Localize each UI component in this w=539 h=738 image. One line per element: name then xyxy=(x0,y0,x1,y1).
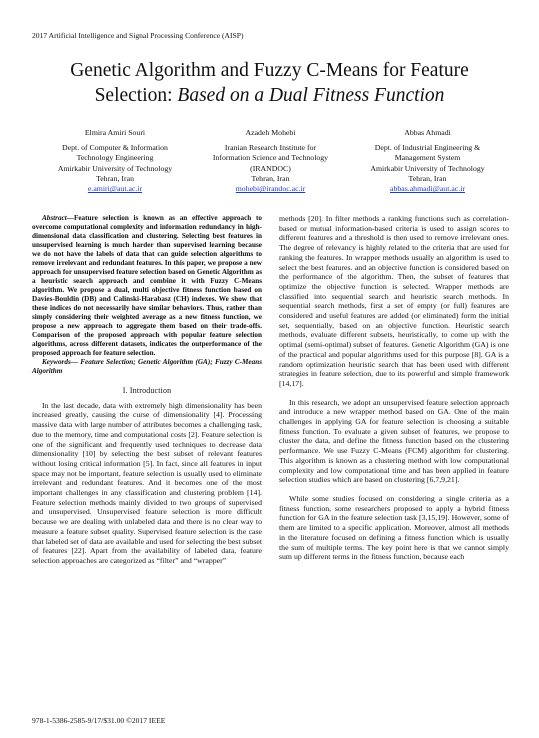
title-line-2 xyxy=(0,83,539,108)
paper-title xyxy=(0,58,539,108)
author-3 xyxy=(350,128,505,194)
paragraph: While some studies focused on considering a single criteria as a fitness function, some researchers proposed to apply a hybrid fitness function for GA in the feature selection task [3,15,19]. However, some of them are limited to a specific application. Moreover, almost all methods in the literature focused on defining a fitness function which is usually the sum of multiple terms. The key point here is that we cannot simply sum up different terms in the fitness function, because each xyxy=(279,493,509,562)
paragraph: In this research, we adopt an unsupervised feature selection approach and introduce a new wrapper method based on GA. One of the main challenges in applying GA for feature selection is choosing a suitable fitness function. To evaluate a given subset of features, we propose to cluster the data, and define the fitness function based on the clustering performance. We use Fuzzy C-Means (FCM) algorithm for clustering. This algorithm is known as a clustering method with low computational complexity and low computational time and has been applied in feature selection studies which are based on clustering [6,7,9,21]. xyxy=(279,397,509,485)
conference-header: 2017 Artificial Intelligence and Signal Processing Conference (AISP) xyxy=(32,31,244,40)
affiliation-line: Information Science and Technology xyxy=(212,153,329,163)
author-name: Abbas Ahmadi xyxy=(404,128,451,137)
keywords xyxy=(32,358,262,376)
author-name: Azadeh Mohebi xyxy=(245,128,296,137)
affiliation-line: Dept. of Computer & Information xyxy=(62,143,168,153)
author-email-link[interactable]: abbas.ahmadi@aut.ac.ir xyxy=(390,184,465,194)
affiliation-line: Amirkabir University of Technology xyxy=(57,163,173,173)
section-heading-introduction: I. Introduction xyxy=(122,386,172,395)
author-name: Elmira Amiri Souri xyxy=(84,128,146,137)
title-line-1: Genetic Algorithm and Fuzzy C-Means for Feature xyxy=(70,60,469,81)
right-column xyxy=(279,214,509,562)
abstract-text: —Feature selection is known as an effective approach to overcome computational complexity and information redundancy in high-dimensional data classification and clustering. Selecting best features in unsupervised learning is much harder than supervised learning because we do not have the labels of data that can guide selection algorithms to remove irrelevant and redundant features. In this paper, we propose a new approach for unsupervised feature selection based on Genetic Algorithm as a heuristic search approach and combine it with Fuzzy C-Means algorithm. We propose a dual, multi objective fitness function based on Davies-Bouldin (DB) and Calinski-Harabasz (CH) indexes. We show that these indices do not necessarily have similar behaviors. Thus, rather than simply considering their weighted average as a new fitness function, we propose a new approach to aggregate them based on their trade-offs. Comparison of the proposed approach with popular feature selection algorithms, across different datasets, indicates the outperformance of the proposed approach for feature selection. xyxy=(32,214,262,357)
title-line-2-italic: Based on a Dual Fitness Function xyxy=(177,85,445,106)
affiliation-line: Technology Engineering xyxy=(76,153,154,163)
author-2 xyxy=(193,128,348,194)
author-email-link[interactable]: mohebi@irandoc.ac.ir xyxy=(235,184,306,194)
left-column xyxy=(32,214,262,566)
affiliation-line: Amirkabir University of Technology xyxy=(370,163,485,173)
paragraph: methods [20]. In filter methods a ranking functions such as correlation-based or mutual information-based criteria is used to assign scores to different features and a threshold is then used to remove irrelevant ones. The degree of relevancy is highly related to the criteria that are used for ranking the features. In wrapper methods usually an algorithm is used to select the best features. and an objective function is considered based on the performance of the algorithm. Then, the subset of features that optimize the objective function is selected. Wrapper methods are classified into sequential search and heuristic search methods. In sequential search methods, first a set of empty (or full) features are considered and useful features are added (or eliminated) form the initial set, sequentially, based on an objective function. Heuristic search methods, evaluate different subsets, heuristically, to come up with the optimal (semi-optimal) subset of features. Genetic Algorithm (GA) is one of the practical and popular algorithms used for this purpose [8]. GA is a random optimization heuristic search that has been used with different strategies in feature selection, due to its powerful and simple framework [14,17]. xyxy=(279,214,509,388)
abstract-label: Abstract xyxy=(42,214,67,222)
copyright-footer: 978-1-5386-2585-9/17/$31.00 ©2017 IEEE xyxy=(32,716,166,725)
affiliation-line: Iranian Research Institute for xyxy=(224,143,317,153)
author-1 xyxy=(40,128,190,194)
title-line-2-plain: Selection: xyxy=(94,85,178,106)
affiliation-line: Tehran, Iran xyxy=(408,173,447,183)
keywords-text: Feature Selection; Genetic Algorithm (GA); Fuzzy C-Means Algorithm xyxy=(32,358,262,375)
author-email-link[interactable]: e.amiri@aut.ac.ir xyxy=(87,184,143,194)
abstract xyxy=(32,214,262,358)
affiliation-line: Tehran, Iran xyxy=(96,173,134,183)
keywords-label: Keywords— xyxy=(42,358,78,366)
paragraph: In the last decade, data with extremely high dimensionality has been increased greatly, causing the curse of dimensionality [4]. Processing massive data with large number of attributes becomes a challenging task, due to the memory, time and computational costs [2]. Feature selection is one of the significant and frequently used techniques to decrease data dimensionality [10] by selecting the best subset of relevant features without losing critical information [5]. In fact, since all features in input space may not be important, feature selection is usually used to eliminate irrelevant and redundant features. And it becomes one of the most important challenges in any classification and clustering problem [14]. Feature selection methods mainly divided to two groups of supervised and unsupervised. Unsupervised feature selection is more difficult because we are dealing with unlabeled data and there is no clear way to measure a feature subset quality. Supervised feature selection is the case that labeled set of data are available and used for selecting the best subset of features [22]. Apart from the availability of labeled data, feature selection approaches are categorized as “filter” and “wrapper” xyxy=(32,400,262,565)
affiliation-line: Dept. of Industrial Engineering & xyxy=(374,143,481,153)
affiliation-line: Tehran, Iran xyxy=(251,173,290,183)
affiliation-line: (IRANDOC) xyxy=(250,163,291,173)
affiliation-line: Management System xyxy=(394,153,461,163)
